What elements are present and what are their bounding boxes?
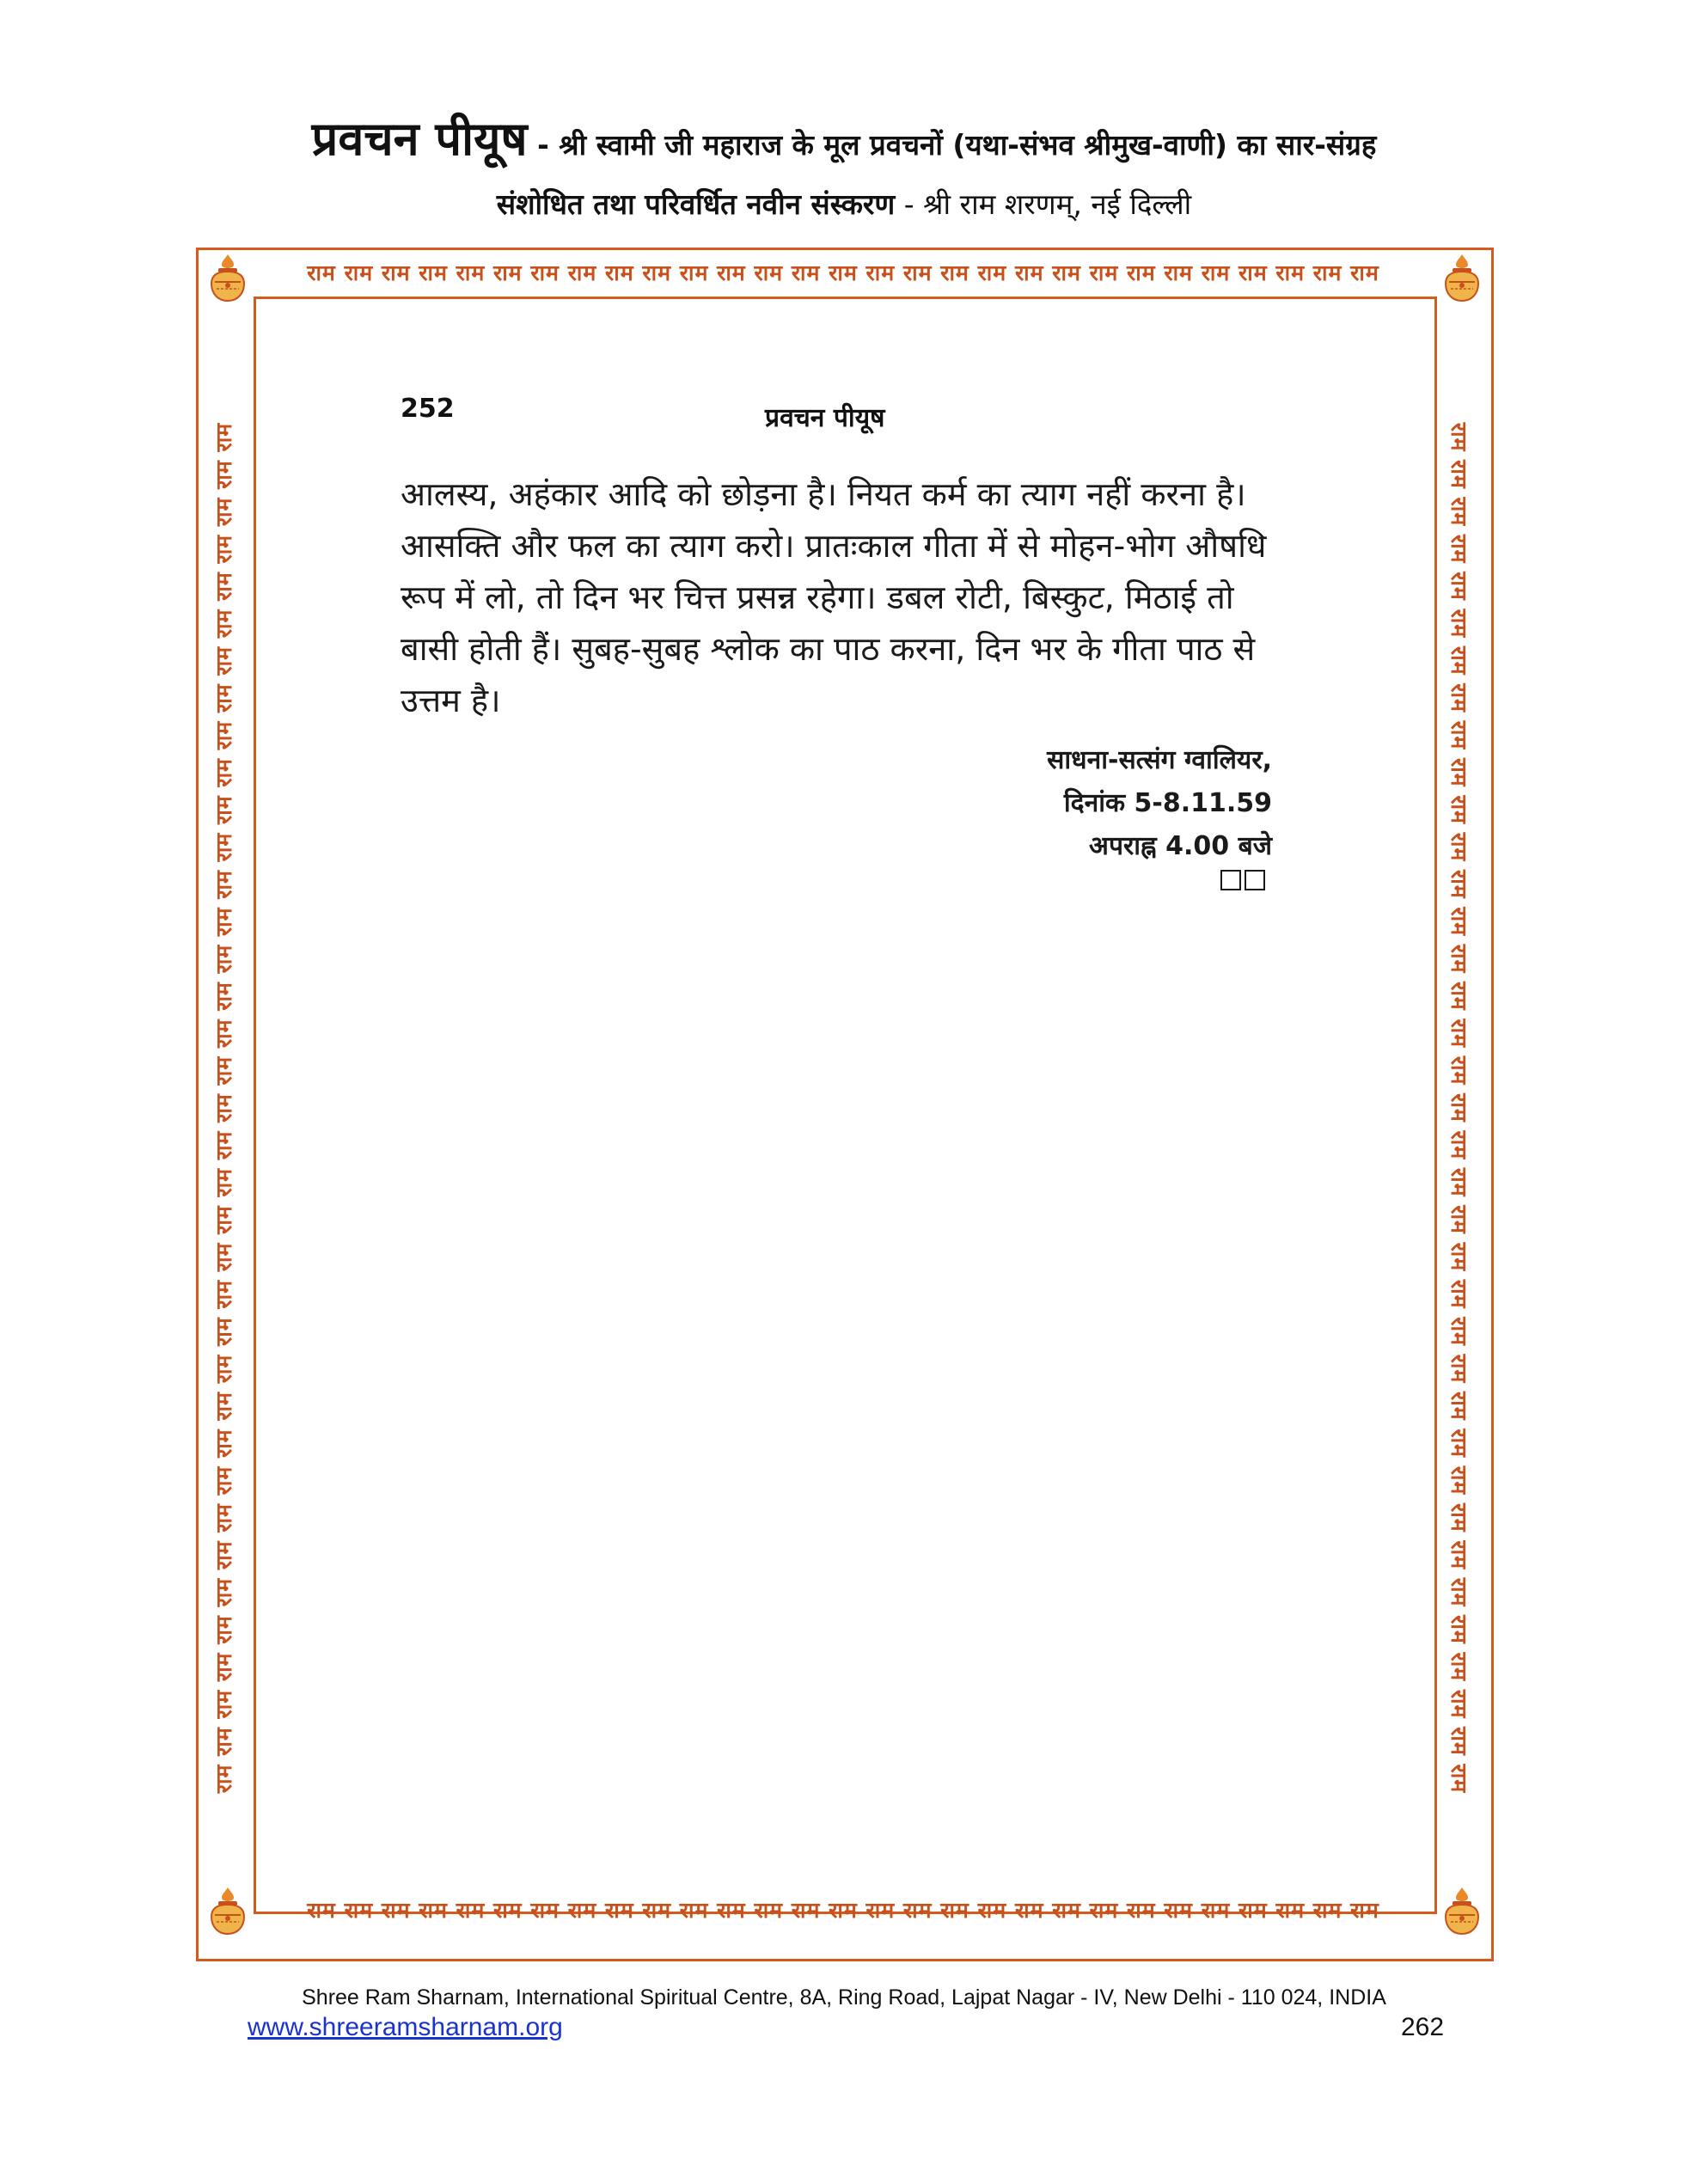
footer-page-number: 262 [1401, 2013, 1445, 2041]
border-bottom-ram-text: राम राम राम राम राम राम राम राम राम राम राम राम राम राम राम राम राम राम राम राम राम राम राम राम राम राम राम राम राम [307, 1898, 1379, 1923]
kalash-icon [1435, 251, 1489, 304]
book-subtitle: श्री स्वामी जी महाराज के मूल प्रवचनों (यथा-संभव श्रीमुख-वाणी) का सार-संग्रह [559, 128, 1377, 162]
publisher-label: - श्री राम शरणम्, नई दिल्ली [895, 187, 1192, 221]
book-title: प्रवचन पीयूष [311, 112, 528, 166]
document-header [0, 105, 1688, 168]
end-marker-boxes [1220, 870, 1265, 896]
border-right-ram-text: राम राम राम राम राम राम राम राम राम राम राम राम राम राम राम राम राम राम राम राम राम राम राम राम राम राम राम राम राम राम राम राम राम राम राम राम राम [1446, 422, 1471, 1794]
website-link[interactable]: www.shreeramsharnam.org [248, 2013, 563, 2041]
discourse-paragraph: आलस्य, अहंकार आदि को छोड़ना है। नियत कर्म का त्याग नहीं करना है। आसक्ति और फल का त्याग करो। प्रातःकाल गीता में से मोहन-भोग औषधि रूप में लो, तो दिन भर चित्त प्रसन्न रहेगा। डबल रोटी, बिस्कुट, मिठाई तो बासी होती हैं। सुबह-सुबह श्लोक का पाठ करना, दिन भर के गीता पाठ से उत्तम है। [401, 475, 1267, 719]
kalash-icon [201, 251, 254, 304]
edition-line [0, 184, 1688, 223]
kalash-icon [1435, 1884, 1489, 1937]
end-box-icon [1245, 870, 1265, 890]
book-page-number: 252 [401, 394, 455, 424]
signature-place: साधना-सत्संग ग्वालियर, [1047, 745, 1272, 775]
title-separator: - [527, 128, 560, 162]
signature-time: अपराह्न 4.00 बजे [1089, 831, 1272, 861]
border-right-ram-column [1437, 325, 1480, 1891]
edition-label: संशोधित तथा परिवर्धित नवीन संस्करण [496, 187, 896, 221]
footer-address: Shree Ram Sharnam, International Spiritual Centre, 8A, Ring Road, Lajpat Nagar - IV, New Delhi - 110 024, INDIA [302, 1985, 1386, 2010]
border-left-ram-column [203, 325, 246, 1891]
running-title: प्रवचन पीयूष [765, 403, 885, 433]
end-box-icon [1220, 870, 1241, 890]
border-left-ram-text: राम राम राम राम राम राम राम राम राम राम राम राम राम राम राम राम राम राम राम राम राम राम राम राम राम राम राम राम राम राम राम राम राम राम राम राम राम [211, 422, 236, 1794]
kalash-icon [201, 1884, 254, 1937]
signature-date: दिनांक 5-8.11.59 [1063, 788, 1272, 818]
border-top-ram-text: राम राम राम राम राम राम राम राम राम राम राम राम राम राम राम राम राम राम राम राम राम राम राम राम राम राम राम राम राम [307, 260, 1379, 285]
